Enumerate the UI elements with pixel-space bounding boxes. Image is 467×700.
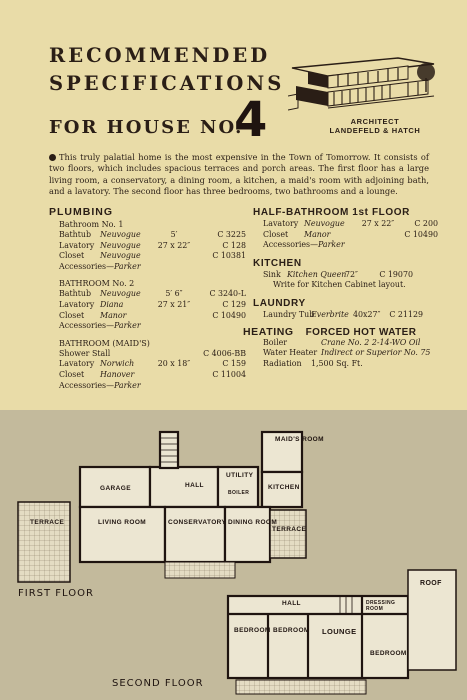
spec-row — [263, 348, 443, 359]
room-kitchen: KITCHEN — [268, 484, 300, 491]
architect-credit — [300, 117, 450, 135]
spec-label: Radiation — [263, 358, 302, 368]
accessories-label: Accessories— — [59, 261, 114, 271]
spec-size — [154, 251, 194, 262]
spec-brand: Manor — [100, 310, 127, 320]
heating-type: FORCED HOT WATER — [305, 326, 417, 338]
spec-code: C 4006-BB — [203, 348, 246, 358]
accessories-line — [59, 262, 247, 273]
spec-size: 27 x 21″ — [157, 299, 191, 309]
spec-size — [154, 370, 194, 381]
spec-size — [154, 311, 194, 322]
spec-size: 72″ — [345, 269, 358, 279]
spec-size — [154, 349, 194, 360]
fixtures-column — [243, 206, 443, 369]
spec-code: C 159 — [222, 359, 246, 369]
accessories-line — [59, 321, 247, 332]
bathroom1-heading: Bathroom No. 1 — [59, 220, 124, 229]
spec-code: C 3225 — [217, 230, 246, 239]
title-specifications: SPECIFICATIONS — [49, 72, 285, 95]
spec-brand: Norwich — [100, 359, 135, 369]
spec-label: Lavatory — [59, 240, 95, 250]
spec-label: Closet — [263, 229, 289, 239]
house-number: 4 — [234, 92, 268, 148]
spec-code: C 10381 — [212, 251, 246, 261]
spec-row — [59, 241, 247, 252]
spec-size: 40x27″ — [353, 309, 381, 319]
accessories-brand: Parker — [317, 240, 345, 250]
spec-row — [59, 311, 247, 322]
laundry-heading: LAUNDRY — [253, 297, 306, 309]
spec-code: C 11004 — [212, 369, 246, 379]
spec-label: Lavatory — [59, 299, 95, 309]
spec-row — [59, 289, 247, 300]
spec-brand: Everbrite — [311, 309, 349, 319]
spec-label: Laundry Tub — [263, 309, 315, 319]
plumbing-heading: PLUMBING — [49, 206, 113, 218]
spec-value: Crane No. 2 2-14-WO Oil — [321, 337, 421, 347]
heating-heading: HEATING — [243, 325, 294, 338]
room-dining-room: DINING ROOM — [228, 519, 278, 526]
spec-label: Lavatory — [263, 219, 299, 228]
spec-code: C 3240-L — [209, 289, 246, 299]
spec-code: C 200 — [414, 219, 438, 228]
spec-brand: Neuvogue — [304, 219, 345, 228]
spec-brand: Neuvogue — [100, 289, 141, 299]
first-floor-label: FIRST FLOOR — [18, 588, 94, 599]
accessories-brand: Parker — [113, 380, 141, 390]
accessories-label: Accessories— — [263, 240, 318, 250]
room-bedroom-3: BEDROOM — [370, 650, 407, 657]
spec-brand: Hanover — [100, 369, 135, 379]
spec-row — [59, 300, 247, 311]
spec-label: Closet — [59, 369, 85, 379]
bullet-icon — [49, 154, 56, 161]
spec-code: C 19070 — [379, 269, 413, 279]
room-terrace-right: TERRACE — [272, 526, 307, 533]
spec-size: 5′ 6″ — [165, 289, 183, 299]
spec-value: Indirect or Superior No. 75 — [321, 348, 431, 358]
spec-row — [263, 230, 443, 241]
spec-row — [263, 310, 443, 321]
spec-code: C 10490 — [404, 229, 438, 239]
room-roof: ROOF — [420, 580, 442, 587]
spec-label: Boiler — [263, 337, 288, 347]
room-boiler: BOILER — [228, 490, 250, 496]
spec-size: 5′ — [170, 230, 178, 239]
architect-name: LANDEFELD & HATCH — [329, 126, 421, 135]
spec-row — [263, 338, 443, 349]
spec-label: Closet — [59, 310, 85, 320]
room-terrace-left: TERRACE — [30, 519, 65, 526]
title-recommended: RECOMMENDED — [49, 44, 271, 67]
spec-row — [59, 230, 247, 241]
spec-size — [358, 230, 398, 241]
spec-code: C 21129 — [389, 309, 423, 319]
half-bath-heading: HALF-BATHROOM 1st FLOOR — [253, 207, 410, 218]
room-bedroom-1: BEDROOM — [234, 627, 271, 634]
room-bedroom-2: BEDROOM — [273, 627, 310, 634]
room-hall-2: HALL — [282, 600, 301, 607]
spec-brand: Neuvogue — [100, 230, 141, 239]
spec-row — [263, 219, 443, 230]
intro-text: This truly palatial home is the most expensive in the Town of Tomorrow. It consists of two floors, which includes spacious terraces and porch areas. The first floor has a large living room, a conservatory, a dining room, a kitchen, a maid's room with adjoining bath, and a lavatory. The second floor has three bedrooms, two bathrooms and a lounge. — [49, 152, 429, 197]
spec-brand: Diana — [100, 299, 124, 309]
room-dressing-room: DRESSING ROOM — [366, 600, 396, 612]
bathroom2-heading: BATHROOM No. 2 — [59, 279, 135, 289]
accessories-brand: Parker — [113, 261, 141, 271]
spec-size: 27 x 22″ — [361, 219, 395, 228]
accessories-line — [59, 381, 247, 392]
spec-row — [59, 251, 247, 262]
spec-row — [263, 359, 443, 370]
spec-row — [263, 270, 443, 281]
plumbing-column — [49, 206, 247, 391]
spec-label: Bathtub — [59, 289, 92, 299]
accessories-label: Accessories— — [59, 321, 114, 331]
room-living-room: LIVING ROOM — [98, 519, 147, 526]
room-lounge: LOUNGE — [322, 627, 357, 636]
spec-label: Water Heater — [263, 348, 318, 358]
spec-label: Shower Stall — [59, 348, 111, 358]
spec-brand: Kitchen Queen — [287, 269, 347, 279]
room-utility: UTILITY — [226, 472, 254, 479]
spec-label: Sink — [263, 269, 281, 279]
spec-row — [59, 370, 247, 381]
spec-brand: Manor — [304, 229, 331, 239]
spec-label: Lavatory — [59, 359, 95, 369]
spec-size: 20 x 18″ — [157, 359, 191, 369]
second-floor-label: SECOND FLOOR — [112, 678, 204, 689]
room-maids-room: MAID'S ROOM — [275, 436, 324, 443]
title-for-house-no: FOR HOUSE NO. — [49, 117, 244, 138]
kitchen-heading: KITCHEN — [253, 257, 302, 269]
room-garage: GARAGE — [100, 485, 131, 492]
spec-code: C 10490 — [212, 310, 246, 320]
accessories-brand: Parker — [113, 321, 141, 331]
room-conservatory: CONSERVATORY — [168, 519, 227, 526]
spec-row — [59, 359, 247, 370]
spec-brand: Neuvogue — [100, 251, 141, 261]
accessories-line — [263, 240, 443, 251]
spec-size: 27 x 22″ — [157, 240, 191, 250]
spec-value: 1,500 Sq. Ft. — [311, 358, 363, 368]
spec-label: Bathtub — [59, 230, 92, 239]
spec-label: Closet — [59, 251, 85, 261]
spec-row — [59, 349, 247, 360]
floor-plan-area — [0, 410, 467, 700]
spec-brand: Neuvogue — [100, 240, 141, 250]
accessories-label: Accessories— — [59, 380, 114, 390]
room-hall: HALL — [185, 482, 204, 489]
kitchen-note: Write for Kitchen Cabinet layout. — [273, 280, 406, 290]
house-illustration — [288, 50, 438, 112]
spec-code: C 128 — [222, 240, 246, 250]
heating-heading-line — [243, 326, 443, 338]
maids-bath-heading: BATHROOM (MAID'S) — [59, 338, 150, 348]
intro-paragraph — [49, 152, 429, 198]
spec-code: C 129 — [222, 299, 246, 309]
architect-role: ARCHITECT — [350, 117, 400, 126]
